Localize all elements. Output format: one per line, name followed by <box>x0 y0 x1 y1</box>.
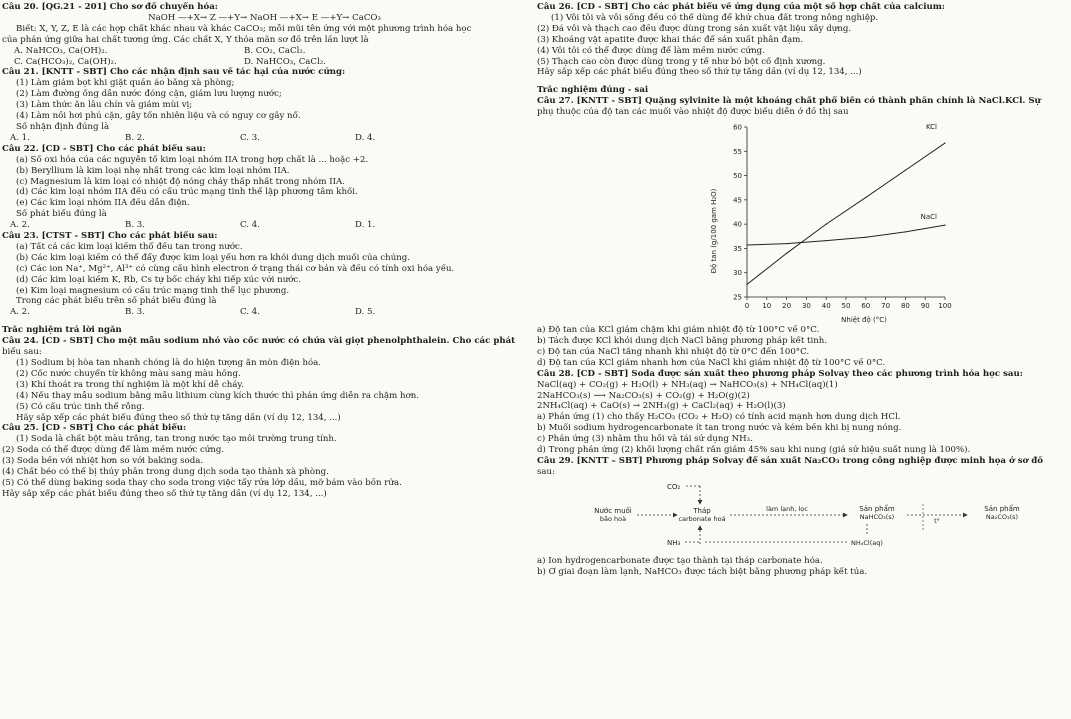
section-short-answer: Trắc nghiệm trả lời ngắn <box>2 325 122 336</box>
q23-head: Câu 23. [CTST - SBT] Cho các phát biểu sau: <box>2 231 218 242</box>
legend-label-nacl: NaCl <box>920 213 937 222</box>
q28-eq1: NaCl(aq) + CO₂(g) + H₂O(l) + NH₃(aq) → NaHCO₃(s) + NH₄Cl(aq)(1) <box>537 379 838 390</box>
q22-s1: (a) Số oxi hóa của các nguyên tố kim loại nhóm IIA trong hợp chất là ... hoặc +2. <box>16 154 369 165</box>
q28-eq2: 2NaHCO₃(s) ⟶ Na₂CO₃(s) + CO₂(g) + H₂O(g)(2) <box>537 390 750 401</box>
q29-head2: sau: <box>537 466 555 477</box>
series-line-nacl <box>747 225 945 245</box>
q23-choice-c: C. 4. <box>240 307 260 318</box>
chart-xlabel: Nhiệt độ (°C) <box>841 316 887 325</box>
q29-head: Câu 29. [KNTT – SBT] Phương pháp Solvay để sản xuất Na₂CO₃ trong công nghiệp được minh họa ở sơ đồ <box>537 455 1044 466</box>
legend-label-kcl: KCl <box>925 123 937 132</box>
data-point-nacl <box>905 231 906 232</box>
data-point-kcl <box>786 253 787 254</box>
q26-s5: (5) Thạch cao còn được dùng trong y tế như bó bột cố định xương. <box>537 56 826 67</box>
diagram-cool: làm lạnh, lọc <box>766 504 808 513</box>
section-true-false: Trắc nghiệm đúng - sai <box>537 85 649 96</box>
q25-head: Câu 25. [CD - SBT] Cho các phát biểu: <box>2 423 187 434</box>
x-tick-label: 90 <box>920 302 930 311</box>
q21-s4: (4) Làm nồi hơi phủ cặn, gây tốn nhiên liệu và có nguy cơ gây nổ. <box>16 111 301 122</box>
diagram-heat: t° <box>934 516 940 525</box>
q24-head2: biểu sau: <box>2 347 42 358</box>
q21-s2: (2) Làm đường ống dẫn nước đóng cặn, giảm lưu lượng nước; <box>16 89 282 100</box>
q23-choices <box>2 307 527 318</box>
x-tick-label: 0 <box>744 302 750 311</box>
q23-choice-a: A. 2. <box>10 307 30 318</box>
q21-head: Câu 21. [KNTT - SBT] Cho các nhận định sau về tác hại của nước cứng: <box>2 67 346 78</box>
q25-s1: (1) Soda là chất bột màu trắng, tan trong nước tạo môi trường trung tính. <box>16 434 337 445</box>
q22-choices <box>2 220 527 231</box>
q22-choice-b: B. 3. <box>125 220 145 231</box>
q20-choices-row1 <box>2 46 527 57</box>
q20-choices-row2 <box>2 57 527 68</box>
diagram-tower2: carbonate hoá <box>678 514 726 523</box>
q28-c: c) Phản ứng (3) nhằm thu hồi và tái sử dụng NH₃. <box>537 434 753 445</box>
q29-b: b) Ở giai đoạn làm lạnh, NaHCO₃ được tách biệt bằng phương pháp kết tủa. <box>537 566 868 577</box>
q27-head2: phụ thuộc của độ tan các muối vào nhiệt độ được biểu diễn ở đồ thị sau <box>537 107 849 118</box>
data-point-kcl <box>944 142 945 143</box>
q28-head: Câu 28. [CD - SBT] Soda được sản xuất theo phương pháp Solvay theo các phương trình hóa học sau: <box>537 368 1023 379</box>
q20-body1: Biết: X, Y, Z, E là các hợp chất khác nhau và khác CaCO₃; mỗi mũi tên ứng với một phương trình hóa học <box>16 23 472 34</box>
q22-s5: (e) Các kim loại nhóm IIA đều dẫn điện. <box>16 198 190 209</box>
q23-choice-b: B. 3. <box>125 307 145 318</box>
data-point-nacl <box>944 225 945 226</box>
diagram-co2: CO₂ <box>667 482 681 491</box>
q27-c: c) Độ tan của NaCl tăng nhanh khi nhiệt độ từ 0°C đến 100°C. <box>537 346 810 357</box>
x-tick-label: 80 <box>900 302 910 311</box>
solvay-diagram-svg <box>577 480 1057 556</box>
y-tick-label: 55 <box>733 147 742 156</box>
x-tick-label: 50 <box>841 302 851 311</box>
q21-s3: (3) Làm thức ăn lâu chín và giảm mùi vị; <box>16 100 193 111</box>
q21-choice-a: A. 1. <box>10 132 30 143</box>
q22-choice-c: C. 4. <box>240 220 260 231</box>
q27-head: Câu 27. [KNTT - SBT] Quặng sylvinite là một khoáng chất phổ biến có thành phần chính là NaCl.KCl. Sự <box>537 96 1041 107</box>
q22-head: Câu 22. [CD - SBT] Cho các phát biểu sau: <box>2 143 206 154</box>
diagram-tower: Tháp <box>693 506 711 515</box>
diagram-product2b: Na₂CO₃(s) <box>985 512 1019 521</box>
q21-choice-d: D. 4. <box>355 132 376 143</box>
diagram-nh4cl: NH₄Cl(aq) <box>851 538 883 547</box>
q25-s4: (4) Chất béo có thể bị thủy phân trong dung dịch soda tạo thành xà phòng. <box>2 467 329 478</box>
diagram-product2: Sản phẩm <box>984 504 1020 513</box>
q23-s3: (c) Các ion Na⁺, Mg²⁺, Al³⁺ có cùng cấu hình electron ở trạng thái cơ bản và đều có tính oxi hóa yếu. <box>16 263 455 274</box>
q24-head: Câu 24. [CD - SBT] Cho một mẫu sodium nhỏ vào cốc nước có chứa vài giọt phenolphthalein. Cho các phát <box>2 336 516 347</box>
series-line-kcl <box>747 143 945 284</box>
q24-s2: (2) Cốc nước chuyển từ không màu sang màu hồng. <box>16 368 241 379</box>
diagram-nh3: NH₃ <box>667 538 681 547</box>
data-point-kcl <box>826 224 827 225</box>
q26-s1: (1) Vôi tôi và vôi sống đều có thể dùng để khử chua đất trong nông nghiệp. <box>551 12 879 23</box>
q26-head: Câu 26. [CD - SBT] Cho các phát biểu về ứng dụng của một số hợp chất của calcium: <box>537 2 945 12</box>
x-tick-label: 20 <box>782 302 792 311</box>
q28-a: a) Phản ứng (1) cho thấy H₂CO₃ (CO₂ + H₂O) có tính acid mạnh hơn dung dịch HCl. <box>537 412 901 423</box>
q25-ask: Hãy sắp xếp các phát biểu đúng theo số thứ tự tăng dần (ví dụ 12, 134, ...) <box>2 488 327 499</box>
q23-s1: (a) Tất cả các kim loại kiềm thổ đều tan trong nước. <box>16 241 243 252</box>
q27-b: b) Tách được KCl khỏi dung dịch NaCl bằng phương pháp kết tinh. <box>537 335 828 346</box>
q27-d: d) Độ tan của KCl giảm nhanh hơn của NaCl khi giảm nhiệt độ từ 100°C về 0°C. <box>537 357 886 368</box>
diagram-brine2: bão hoà <box>599 514 627 523</box>
y-tick-label: 30 <box>733 269 742 278</box>
data-point-nacl <box>786 243 787 244</box>
data-point-nacl <box>865 237 866 238</box>
q20-body2: của phản ứng giữa hai chất tương ứng. Các chất X, Y thỏa mãn sơ đồ trên lần lượt là <box>2 34 369 45</box>
q28-eq3: 2NH₄Cl(aq) + CaO(s) → 2NH₃(g) + CaCl₂(aq) + H₂O(l)(3) <box>537 401 786 412</box>
q27-a: a) Độ tan của KCl giảm chậm khi giảm nhiệt độ từ 100°C về 0°C. <box>537 325 820 336</box>
y-tick-label: 25 <box>733 293 742 302</box>
x-tick-label: 30 <box>801 302 811 311</box>
q26-s3: (3) Khoáng vật apatite được khai thác để sản xuất phân đạm. <box>537 34 804 45</box>
diagram-product1: Sản phẩm <box>859 504 895 513</box>
q21-s1: (1) Làm giảm bọt khi giặt quần áo bằng xà phòng; <box>16 78 235 89</box>
q22-choice-d: D. 1. <box>355 220 376 231</box>
solubility-chart-svg <box>707 119 957 325</box>
q23-ask: Trong các phát biểu trên số phát biểu đúng là <box>16 296 217 307</box>
q22-choice-a: A. 2. <box>10 220 30 231</box>
q24-s3: (3) Khí thoát ra trong thí nghiệm là một khí dễ cháy. <box>16 379 244 390</box>
q26-s4: (4) Vôi tôi có thể được dùng để làm mềm nước cứng. <box>537 45 765 56</box>
y-tick-label: 40 <box>733 220 742 229</box>
q25-s2: (2) Soda có thể được dùng để làm mềm nước cứng. <box>2 445 225 456</box>
q25-s3: (3) Soda bền với nhiệt hơn so với baking soda. <box>2 456 204 467</box>
q20-choice-c: C. Ca(HCO₃)₂, Ca(OH)₂. <box>14 56 117 67</box>
q23-s4: (d) Các kim loại kiềm K, Rb, Cs tự bốc cháy khi tiếp xúc với nước. <box>16 274 301 285</box>
solvay-diagram <box>577 480 1057 556</box>
data-point-kcl <box>905 170 906 171</box>
data-point-nacl <box>746 244 747 245</box>
q22-ask: Số phát biểu đúng là <box>16 209 107 220</box>
q22-s4: (d) Các kim loại nhóm IIA đều có cấu trúc mạng tinh thể lập phương tâm khối. <box>16 187 358 198</box>
x-tick-label: 70 <box>881 302 891 311</box>
x-tick-label: 10 <box>762 302 772 311</box>
x-tick-label: 60 <box>861 302 871 311</box>
q25-s5: (5) Có thể dùng baking soda thay cho soda trong việc tẩy rửa lớp dầu, mỡ bám vào bồn rửa. <box>2 477 402 488</box>
q26-ask: Hãy sắp xếp các phát biểu đúng theo số thứ tự tăng dần (ví dụ 12, 134, ...) <box>537 67 862 78</box>
q28-b: b) Muối sodium hydrogencarbonate ít tan trong nước và kém bền khi bị nung nóng. <box>537 423 902 434</box>
left-column <box>2 2 527 500</box>
q21-choices <box>2 133 527 144</box>
q24-s4: (4) Nếu thay mẫu sodium bằng mẫu lithium cùng kích thước thì phản ứng diễn ra chậm hơn. <box>16 390 420 401</box>
q20-choice-a: A. NaHCO₃, Ca(OH)₂. <box>14 45 108 56</box>
chart-ylabel: Độ tan (g/100 gam H₂O) <box>710 188 718 274</box>
x-tick-label: 40 <box>821 302 831 311</box>
q29-a: a) Ion hydrogencarbonate được tạo thành tại tháp carbonate hóa. <box>537 555 823 566</box>
q24-s5: (5) Có cấu trúc tinh thể rỗng. <box>16 401 145 412</box>
q23-s2: (b) Các kim loại kiềm có thể đẩy được kim loại yếu hơn ra khỏi dung dịch muối của chúng. <box>16 252 411 263</box>
q23-choice-d: D. 5. <box>355 307 376 318</box>
q24-s1: (1) Sodium bị hòa tan nhanh chóng là do hiện tượng ăn mòn điện hóa. <box>16 358 322 368</box>
q20-scheme: NaOH —+X→ Z —+Y→ NaOH —+X→ E —+Y→ CaCO₃ <box>148 12 381 23</box>
diagram-product1b: NaHCO₃(s) <box>859 512 895 521</box>
q26-s2: (2) Đá vôi và thạch cao đều được dùng trong sản xuất vật liệu xây dựng. <box>537 23 852 34</box>
data-point-kcl <box>746 284 747 285</box>
q21-choice-c: C. 3. <box>240 132 260 143</box>
diagram-brine: Nước muối <box>594 506 632 515</box>
y-tick-label: 35 <box>733 244 742 253</box>
y-tick-label: 45 <box>733 196 742 205</box>
q21-choice-b: B. 2. <box>125 132 145 143</box>
q20-head: Câu 20. [QG.21 - 201] Cho sơ đồ chuyển hóa: <box>2 2 218 12</box>
right-column <box>537 2 1069 578</box>
data-point-nacl <box>826 240 827 241</box>
data-point-kcl <box>865 197 866 198</box>
q23-s5: (e) Kim loại magnesium có cấu trúc mạng tinh thể lục phương. <box>16 285 290 296</box>
q20-choice-b: B. CO₂, CaCl₂. <box>244 45 306 56</box>
q28-d: d) Trong phản ứng (2) khối lượng chất rắn giảm 45% sau khi nung (giả sử hiệu suất nung là 100%). <box>537 445 971 456</box>
q24-ask: Hãy sắp xếp các phát biểu đúng theo số thứ tự tăng dần (ví dụ 12, 134, ...) <box>16 412 341 423</box>
y-tick-label: 60 <box>733 123 742 132</box>
q21-ask: Số nhận định đúng là <box>16 121 110 132</box>
q20-choice-d: D. NaHCO₃, CaCl₂. <box>244 56 326 67</box>
q22-s3: (c) Magnesium là kim loại có nhiệt độ nóng chảy thấp nhất trong nhóm IIA. <box>16 176 345 187</box>
y-tick-label: 50 <box>733 172 742 181</box>
q22-s2: (b) Beryllium là kim loại nhẹ nhất trong các kim loại nhóm IIA. <box>16 165 290 176</box>
x-tick-label: 100 <box>938 302 952 311</box>
solubility-chart <box>707 119 957 325</box>
